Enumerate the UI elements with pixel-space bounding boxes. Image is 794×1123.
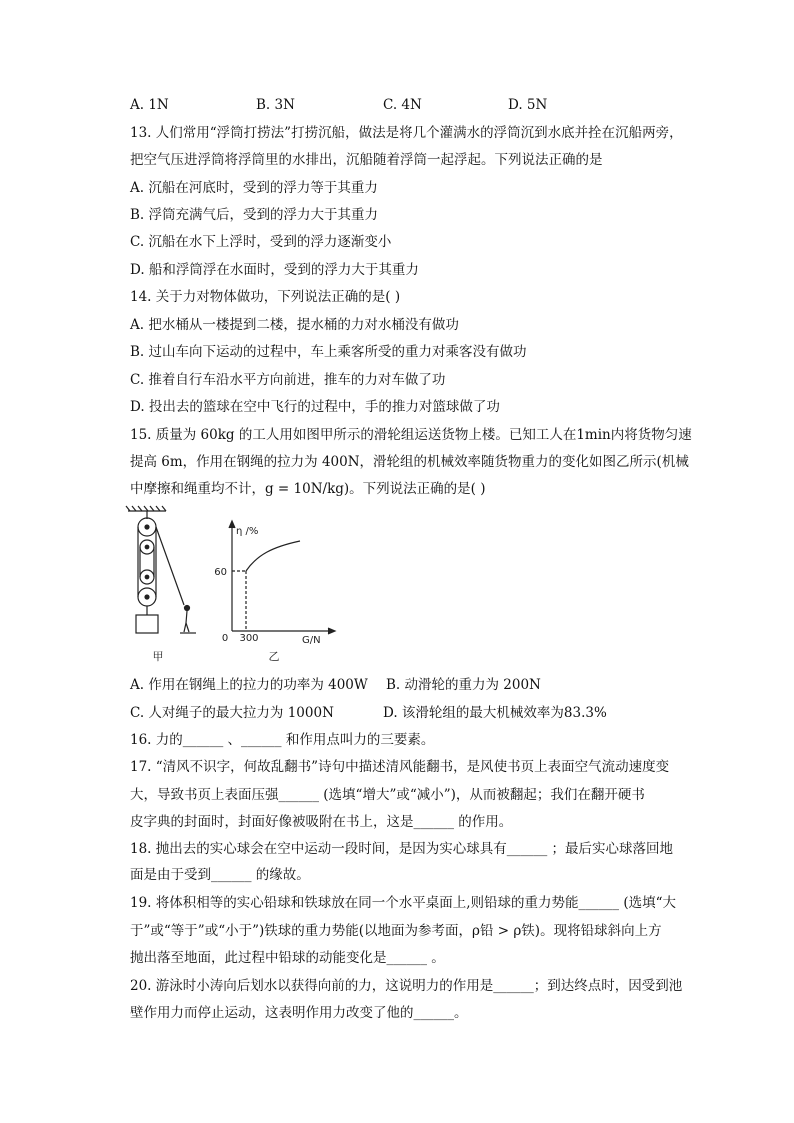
- q15-option-d: D. 该滑轮组的最大机械效率为83.3%: [383, 705, 607, 721]
- q19-line3: 抛出落至地面，此过程中铅球的动能变化是______ 。: [130, 950, 445, 966]
- q20-line2: 壁作用力而停止运动，这表明作用力改变了他的______。: [130, 1005, 468, 1021]
- q13-option-b: B. 浮筒充满气后，受到的浮力大于其重力: [130, 207, 379, 223]
- efficiency-graph: [229, 521, 335, 634]
- q13-stem-line2: 把空气压进浮筒将浮筒里的水排出，沉船随着浮筒一起浮起。下列说法正确的是: [130, 152, 603, 168]
- q15-figure: [122, 505, 342, 665]
- q16-text: 16. 力的______ 、______ 和作用点叫力的三要素。: [130, 732, 435, 748]
- q13-option-a: A. 沉船在河底时，受到的浮力等于其重力: [130, 180, 378, 196]
- q15-option-b: B. 动滑轮的重力为 200N: [386, 677, 541, 693]
- origin-label: 0: [221, 633, 229, 644]
- q17-line1: 17. “清风不识字，何故乱翻书”诗句中描述清风能翻书，是风使书页上表面空气流动速度变: [130, 759, 670, 775]
- q19-line2: 于”或“等于”或“小于”)铁球的重力势能(以地面为参考面，ρ铅 > ρ铁)。现将铅球斜向上方: [130, 923, 662, 939]
- q17-line2: 大，导致书页上表面压强______ (选填“增大”或“减小”)，从而被翻起；我们在翻开硬书: [130, 787, 645, 803]
- q13-option-c: C. 沉船在水下上浮时，受到的浮力逐渐变小: [130, 234, 392, 250]
- q18-line2: 面是由于受到______ 的缘故。: [130, 867, 310, 883]
- q15-stem-line1: 15. 质量为 60kg 的工人用如图甲所示的滑轮组运送货物上楼。已知工人在1min内将货物匀速: [130, 427, 692, 443]
- q18-line1: 18. 抛出去的实心球会在空中运动一段时间，是因为实心球具有______ ；最后实心球落回地: [130, 841, 674, 857]
- q14-option-c: C. 推着自行车沿水平方向前进，推车的力对车做了功: [130, 372, 446, 388]
- pulley-system-diagram: [126, 506, 196, 633]
- q19-line1: 19. 将体积相等的实心铅球和铁球放在同一个水平桌面上,则铅球的重力势能______ (选填“大: [130, 895, 677, 911]
- q14-stem: 14. 关于力对物体做功，下列说法正确的是( ): [130, 289, 401, 305]
- q15-option-a: A. 作用在钢绳上的拉力的功率为 400W: [130, 677, 368, 693]
- q15-stem-line2: 提高 6m，作用在钢绳的拉力为 400N，滑轮组的机械效率随货物重力的变化如图乙所示(机械: [130, 454, 689, 470]
- q15-option-c: C. 人对绳子的最大拉力为 1000N: [130, 705, 334, 721]
- q14-option-a: A. 把水桶从一楼提到二楼，提水桶的力对水桶没有做功: [130, 317, 459, 333]
- q14-option-d: D. 投出去的篮球在空中飞行的过程中，手的推力对篮球做了功: [130, 399, 500, 415]
- figure-jia-label: 甲: [152, 650, 164, 663]
- q13-stem-line1: 13. 人们常用“浮筒打捞法”打捞沉船，做法是将几个灌满水的浮筒沉到水底并拴在沉船两旁，: [130, 125, 683, 141]
- q12-option-c: C. 4N: [383, 97, 422, 113]
- y-tick-60: 60: [214, 567, 227, 578]
- q14-option-b: B. 过山车向下运动的过程中，车上乘客所受的重力对乘客没有做功: [130, 344, 527, 360]
- x-tick-300: 300: [239, 633, 259, 644]
- q13-option-d: D. 船和浮筒浮在水面时，受到的浮力大于其重力: [130, 262, 419, 278]
- q20-line1: 20. 游泳时小涛向后划水以获得向前的力，这说明力的作用是______；到达终点时，因受到池: [130, 978, 683, 994]
- figure-yi-label: 乙: [268, 650, 280, 663]
- q17-line3: 皮字典的封面时，封面好像被吸附在书上，这是______ 的作用。: [130, 814, 513, 830]
- x-axis-label: G/N: [302, 635, 321, 646]
- q15-stem-line3: 中摩擦和绳重均不计，g = 10N/kg)。下列说法正确的是( ): [130, 481, 486, 497]
- q12-option-b: B. 3N: [256, 97, 295, 113]
- q12-option-a: A. 1N: [130, 97, 169, 113]
- q12-option-d: D. 5N: [508, 97, 548, 113]
- y-axis-label: η /%: [236, 526, 259, 537]
